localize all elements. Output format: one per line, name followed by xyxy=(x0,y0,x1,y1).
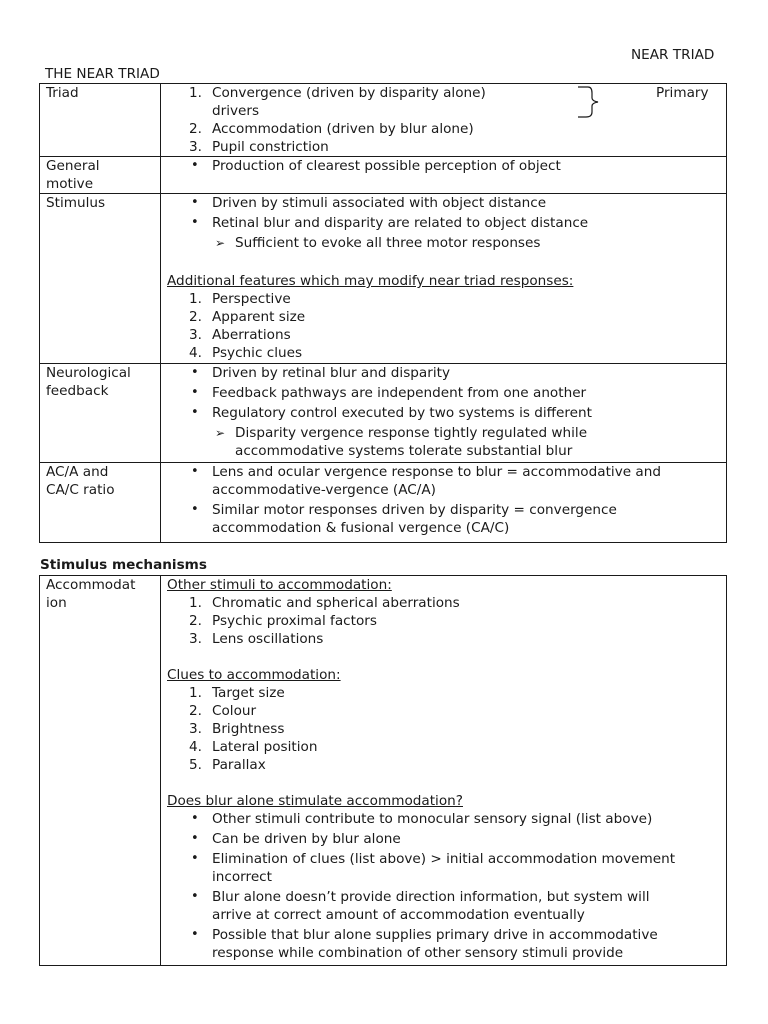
ratio-content xyxy=(161,463,727,543)
list-item: accommodative-vergence (AC/A) xyxy=(212,482,436,498)
list-item: ➢ Sufficient to evoke all three motor responses xyxy=(215,235,541,251)
list-item: 2. Accommodation (driven by blur alone) xyxy=(189,121,474,137)
row-label: Triad xyxy=(40,84,161,157)
list-item: arrive at correct amount of accommodation eventually xyxy=(212,907,585,923)
list-item: • Similar motor responses driven by disparity = convergence xyxy=(191,502,617,518)
running-header: NEAR TRIAD xyxy=(631,47,715,63)
table-row xyxy=(40,84,727,157)
document-title: THE NEAR TRIAD xyxy=(45,66,160,82)
table-row xyxy=(40,157,727,194)
near-triad-table xyxy=(39,83,727,543)
list-item: 5. Parallax xyxy=(189,757,266,773)
list-item: 4. Lateral position xyxy=(189,739,318,755)
triad-content xyxy=(161,84,727,157)
list-item: • Lens and ocular vergence response to blur = accommodative and xyxy=(191,464,661,480)
accommodation-content xyxy=(161,576,727,966)
list-item: • Driven by stimuli associated with object distance xyxy=(191,195,547,211)
table-row xyxy=(40,364,727,463)
feedback-content xyxy=(161,364,727,463)
list-item: drivers xyxy=(212,103,260,119)
list-item: 3. Lens oscillations xyxy=(189,631,324,647)
row-label: General motive xyxy=(40,157,161,194)
list-item: accommodative systems tolerate substantial blur xyxy=(235,443,573,459)
table-row xyxy=(40,194,727,364)
section-heading: Additional features which may modify near triad responses: xyxy=(167,273,574,289)
table-row xyxy=(40,576,727,966)
list-item: response while combination of other sensory stimuli provide xyxy=(212,945,624,961)
brace-icon xyxy=(576,84,606,120)
list-item: 2. Colour xyxy=(189,703,257,719)
stimulus-mechanisms-table xyxy=(39,575,727,966)
motive-content xyxy=(161,157,727,194)
arrow-icon: ➢ xyxy=(215,236,226,250)
list-item: incorrect xyxy=(212,869,272,885)
list-item: • Production of clearest possible perception of object xyxy=(191,158,561,174)
list-item: 3. Aberrations xyxy=(189,327,291,343)
list-item: • Possible that blur alone supplies primary drive in accommodative xyxy=(191,927,658,943)
table-row xyxy=(40,463,727,543)
list-item: accommodation & fusional vergence (CA/C) xyxy=(212,520,510,536)
list-item: • Feedback pathways are independent from one another xyxy=(191,385,587,401)
row-label: Accommodat ion xyxy=(40,576,161,966)
list-item: 1. Chromatic and spherical aberrations xyxy=(189,595,460,611)
stimulus-content xyxy=(161,194,727,364)
row-label: Stimulus xyxy=(40,194,161,364)
primary-label: Primary xyxy=(656,85,709,101)
list-item: 3. Pupil constriction xyxy=(189,139,329,155)
list-item: ➢ Disparity vergence response tightly regulated while xyxy=(215,425,588,441)
list-item: 1. Convergence (driven by disparity alone) xyxy=(189,85,486,101)
section-title: Stimulus mechanisms xyxy=(40,557,207,573)
list-item: 4. Psychic clues xyxy=(189,345,303,361)
section-heading: Clues to accommodation: xyxy=(167,667,341,683)
list-item: • Elimination of clues (list above) > initial accommodation movement xyxy=(191,851,676,867)
row-label: AC/A and CA/C ratio xyxy=(40,463,161,543)
list-item: • Blur alone doesn’t provide direction information, but system will xyxy=(191,889,650,905)
section-heading: Does blur alone stimulate accommodation? xyxy=(167,793,463,809)
list-item: • Can be driven by blur alone xyxy=(191,831,401,847)
row-label: Neurological feedback xyxy=(40,364,161,463)
list-item: 1. Perspective xyxy=(189,291,291,307)
list-item: • Driven by retinal blur and disparity xyxy=(191,365,450,381)
section-heading: Other stimuli to accommodation: xyxy=(167,577,392,593)
arrow-icon: ➢ xyxy=(215,426,226,440)
list-item: • Retinal blur and disparity are related to object distance xyxy=(191,215,589,231)
list-item: 1. Target size xyxy=(189,685,285,701)
list-item: • Regulatory control executed by two systems is different xyxy=(191,405,592,421)
list-item: • Other stimuli contribute to monocular sensory signal (list above) xyxy=(191,811,653,827)
list-item: 2. Psychic proximal factors xyxy=(189,613,377,629)
list-item: 3. Brightness xyxy=(189,721,285,737)
list-item: 2. Apparent size xyxy=(189,309,306,325)
